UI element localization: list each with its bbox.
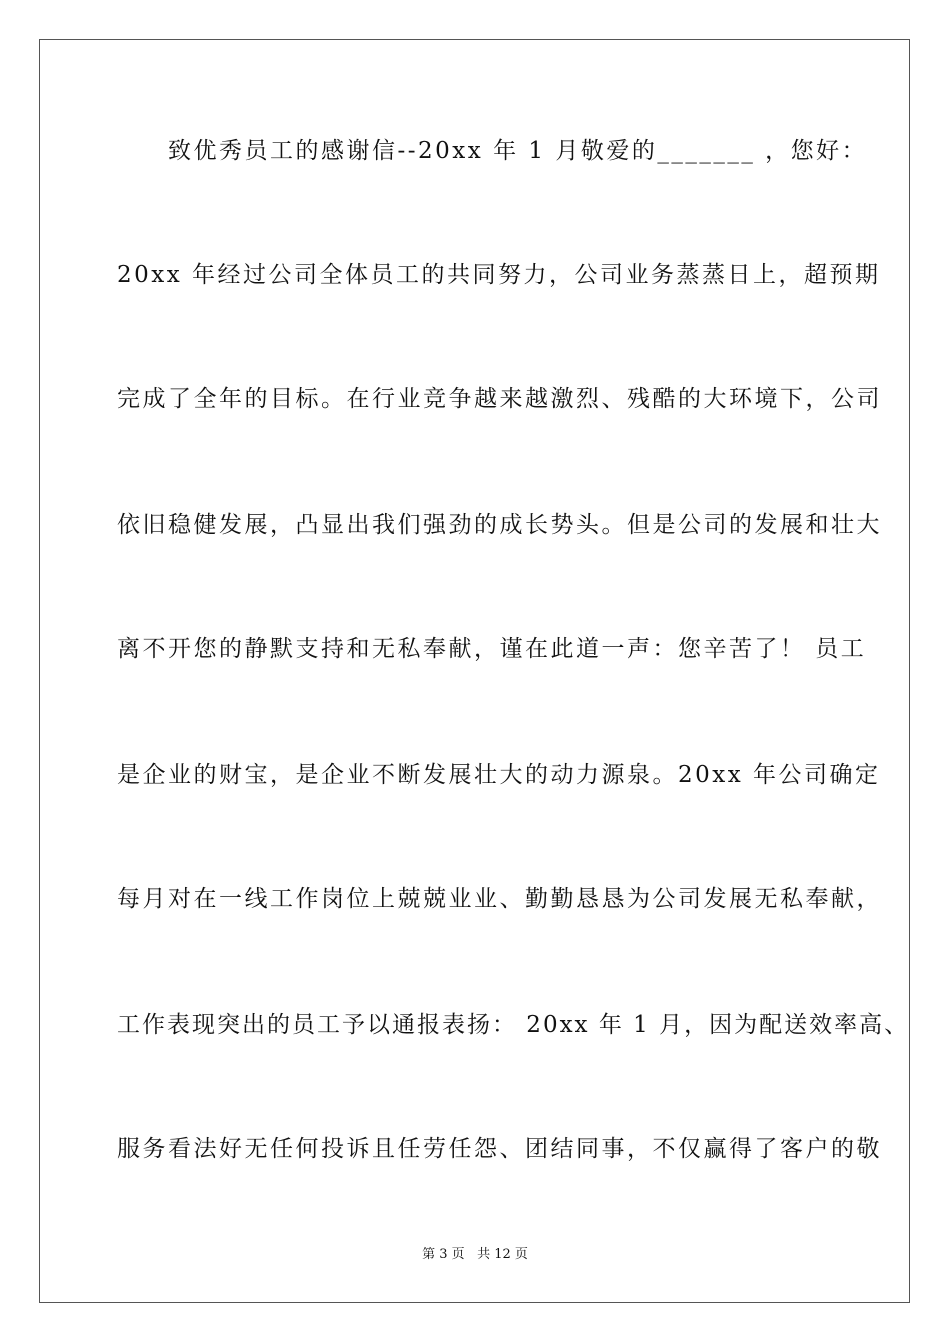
- page-number: 第 3 页: [422, 1247, 465, 1262]
- body-line-9: 服务看法好无任何投诉且任劳任怨、团结同事，不仅赢得了客户的敬: [117, 1136, 882, 1162]
- body-line-8: 工作表现突出的员工予以通报表扬： 20xx 年 1 月，因为配送效率高、: [117, 1012, 910, 1038]
- body-line-5: 离不开您的静默支持和无私奉献，谨在此道一声：您辛苦了！ 员工: [117, 636, 867, 662]
- body-line-7: 每月对在一线工作岗位上兢兢业业、勤勤恳恳为公司发展无私奉献，: [117, 886, 882, 912]
- body-line-4: 依旧稳健发展，凸显出我们强劲的成长势头。但是公司的发展和壮大: [117, 512, 882, 538]
- body-line-2: 20xx 年经过公司全体员工的共同努力，公司业务蒸蒸日上，超预期: [117, 262, 881, 288]
- body-line-1: 致优秀员工的感谢信--20xx 年 1 月敬爱的_______ ，您好：: [168, 138, 868, 164]
- body-line-6: 是企业的财宝，是企业不断发展壮大的动力源泉。20xx 年公司确定: [117, 762, 881, 788]
- body-line-3: 完成了全年的目标。在行业竞争越来越激烈、残酷的大环境下，公司: [117, 386, 882, 412]
- page-border: [39, 39, 910, 1303]
- page-total: 共 12 页: [477, 1247, 528, 1262]
- page-footer: [0, 1246, 950, 1264]
